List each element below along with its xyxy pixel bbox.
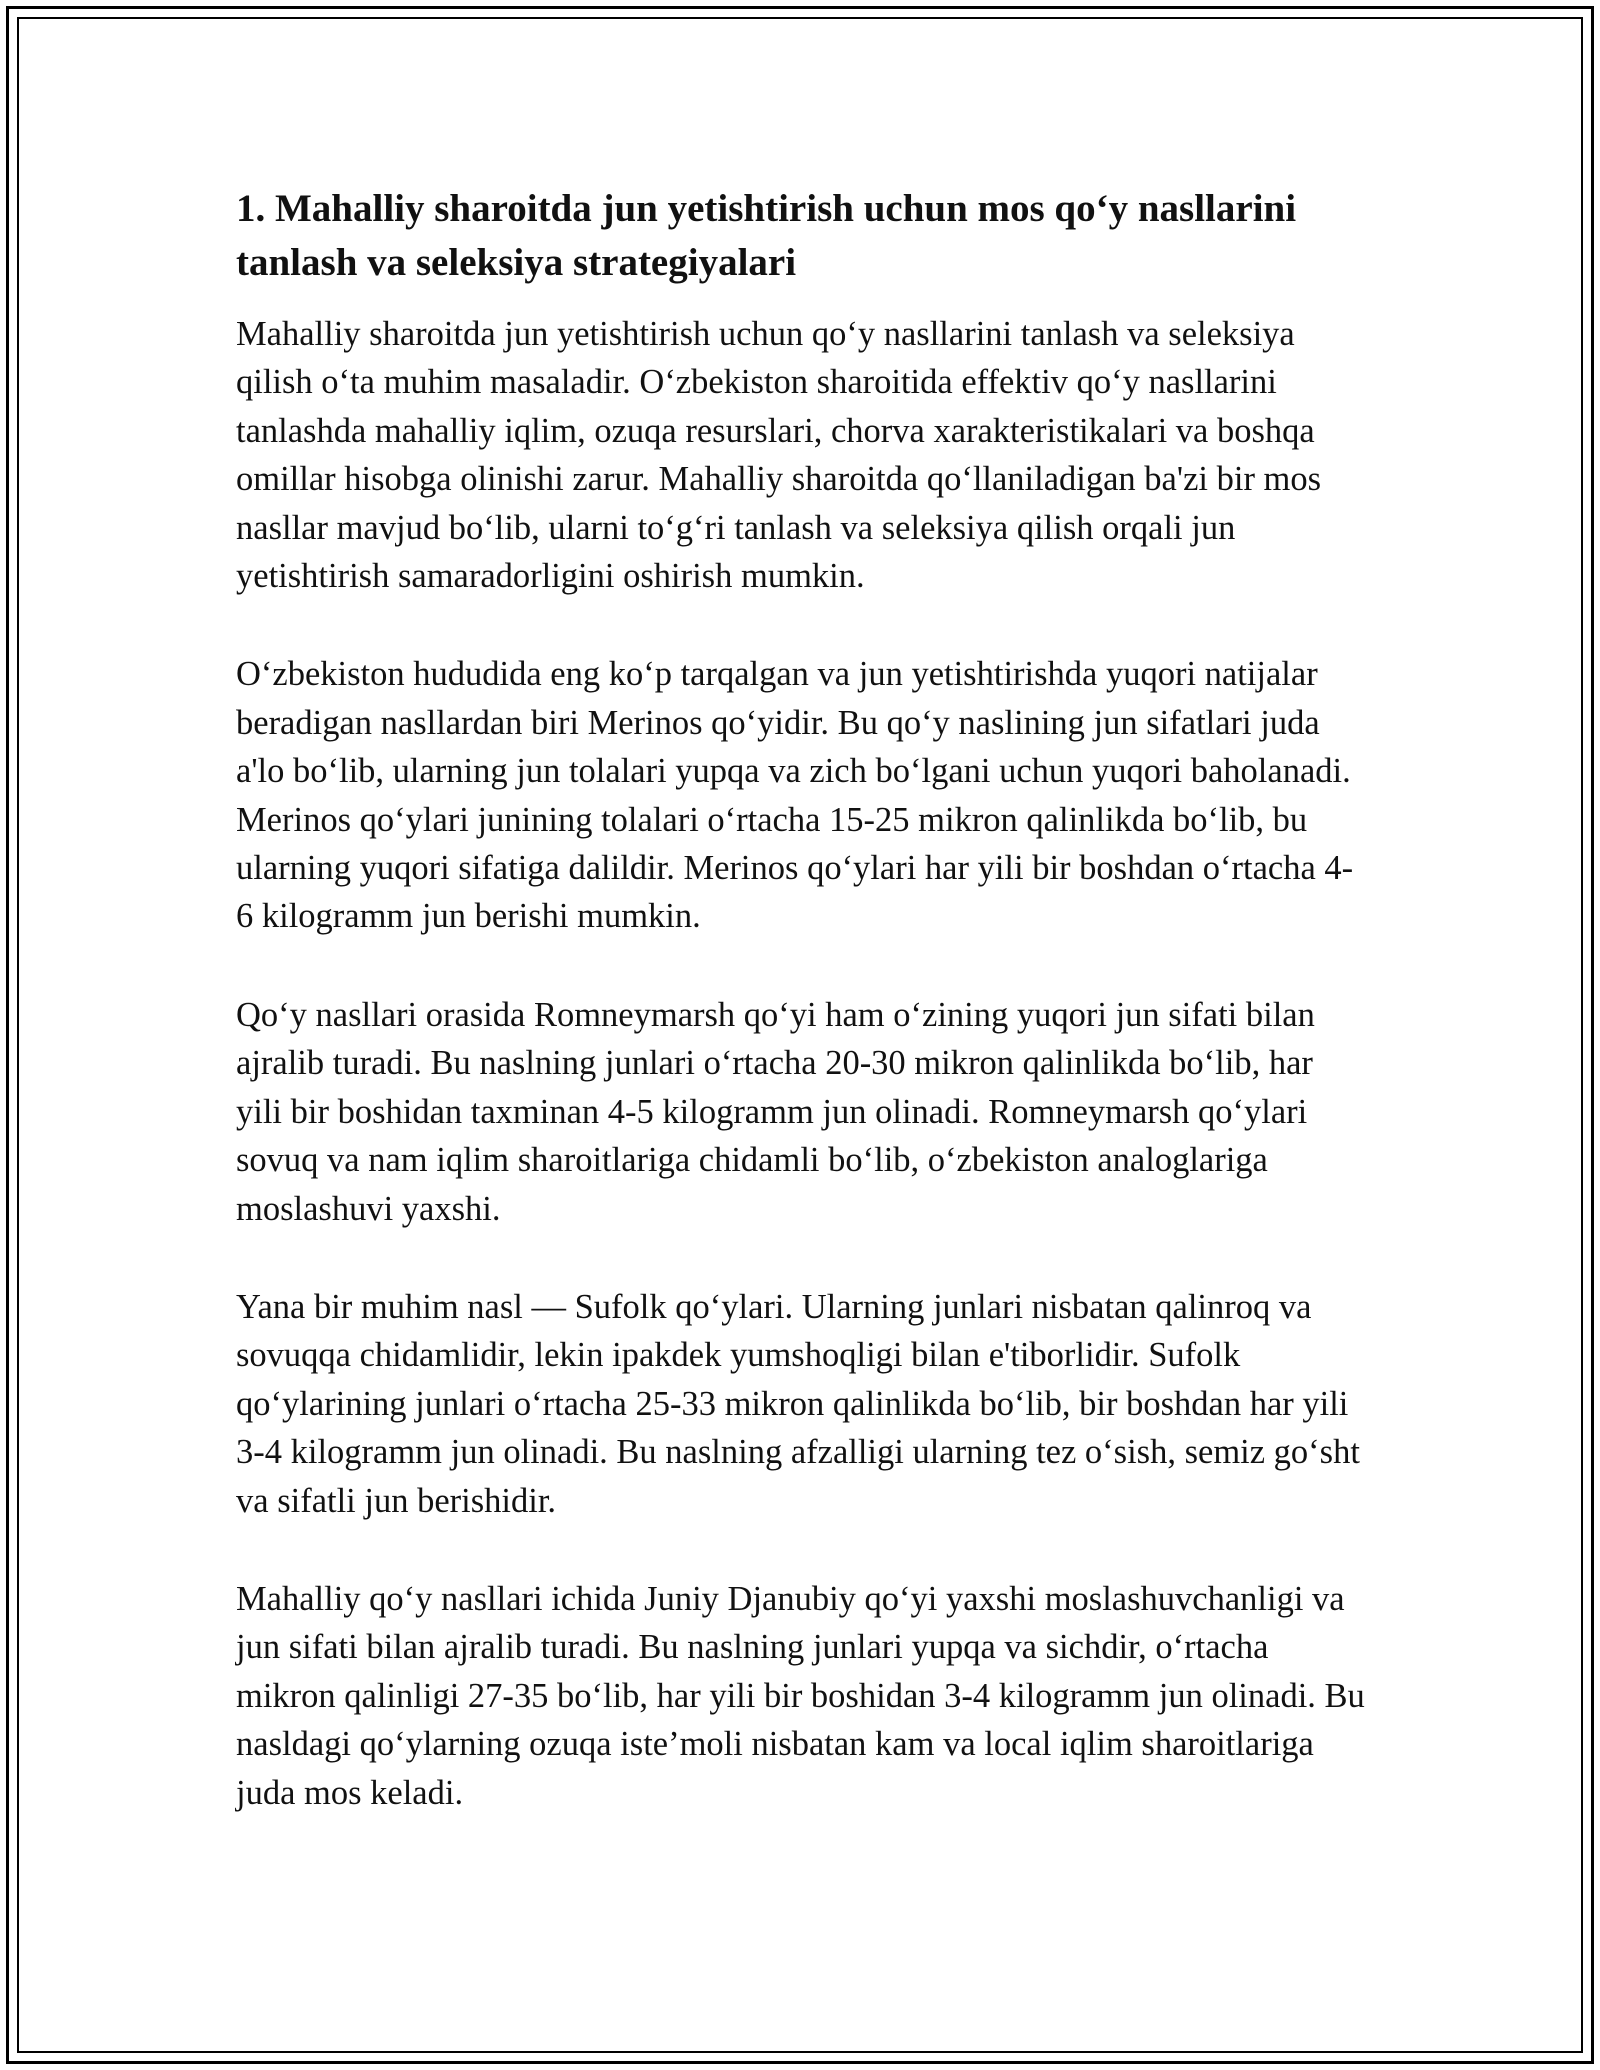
section-heading: 1. Mahalliy sharoitda jun yetishtirish uchun mos qo‘y nasllarini tanlash va seleksiya strategiyalari (236, 187, 1297, 284)
paragraph-romneymarsh: Qo‘y nasllari orasida Romneymarsh qo‘yi ham o‘zining yuqori jun sifati bilan ajralib turadi. Bu naslning junlari o‘rtacha 20-30 mikron qalinlikda bo‘lib, har yili bir boshidan taxminan 4-5 kilogramm jun olinadi. Romneymarsh qo‘ylari sovuq va nam iqlim sharoitlariga chidamli bo‘lib, o‘zbekiston analoglariga moslashuvi yaxshi. (236, 995, 1315, 1228)
paragraph-intro: Mahalliy sharoitda jun yetishtirish uchun qo‘y nasllarini tanlash va seleksiya qilish o‘ta muhim masaladir. O‘zbekiston sharoitida effektiv qo‘y nasllarini tanlashda mahalliy iqlim, ozuqa resurslari, chorva xarakteristikalari va boshqa omillar hisobga olinishi zarur. Mahalliy sharoitda qo‘llaniladigan ba'zi bir mos nasllar mavjud bo‘lib, ularni to‘g‘ri tanlash va seleksiya qilish orqali jun yetishtirish samaradorligini oshirish mumkin. (236, 315, 1322, 596)
paragraph-juniy-djanubiy: Mahalliy qo‘y nasllari ichida Juniy Djanubiy qo‘yi yaxshi moslashuvchanligi va jun sifati bilan ajralib turadi. Bu naslning junlari yupqa va sichdir, o‘rtacha mikron qalinligi 27-35 bo‘lib, har yili bir boshidan 3-4 kilogramm jun olinadi. Bu nasldagi qo‘ylarning ozuqa iste’moli nisbatan kam va local iqlim sharoitlariga juda mos keladi. (236, 1579, 1365, 1812)
paragraph-sufolk: Yana bir muhim nasl — Sufolk qo‘ylari. Ularning junlari nisbatan qalinroq va sovuqqa chidamlidir, lekin ipakdek yumshoqligi bilan e'tiborlidir. Sufolk qo‘ylarining junlari o‘rtacha 25-33 mikron qalinlikda bo‘lib, bir boshdan har yili 3-4 kilogramm jun olinadi. Bu naslning afzalligi ularning tez o‘sish, semiz go‘sht va sifatli jun berishidir. (236, 1287, 1360, 1520)
document-page (236, 182, 1366, 1867)
paragraph-merinos: O‘zbekiston hududida eng ko‘p tarqalgan va jun yetishtirishda yuqori natijalar beradigan nasllardan biri Merinos qo‘yidir. Bu qo‘y naslining jun sifatlari juda a'lo bo‘lib, ularning jun tolalari yupqa va zich bo‘lgani uchun yuqori baholanadi. Merinos qo‘ylari junining tolalari o‘rtacha 15-25 mikron qalinlikda bo‘lib, bu ularning yuqori sifatiga dalildir. Merinos qo‘ylari har yili bir boshdan o‘rtacha 4-6 kilogramm jun berishi mumkin. (236, 655, 1354, 936)
